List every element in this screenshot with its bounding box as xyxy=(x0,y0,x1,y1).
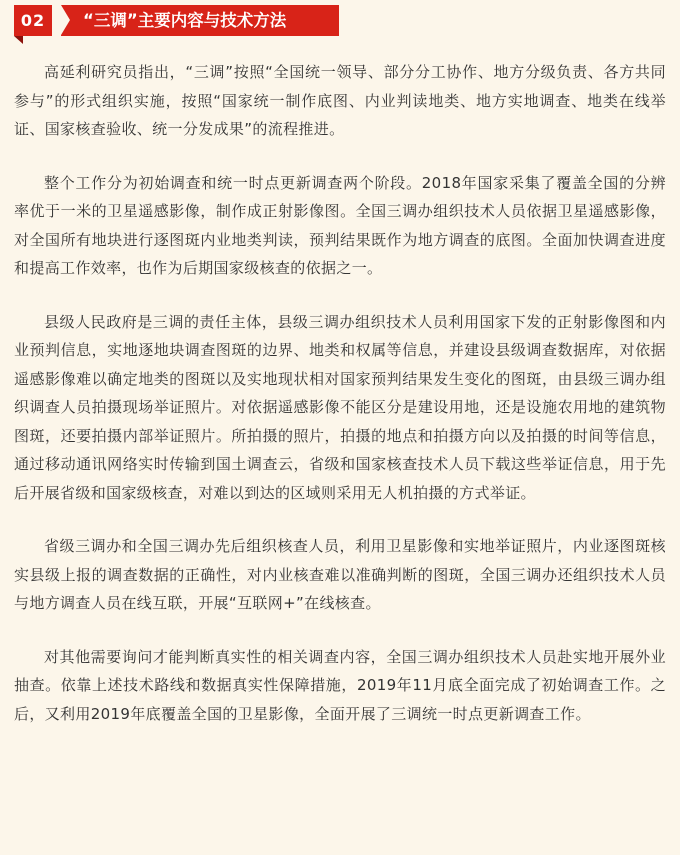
section-number-badge: 02 xyxy=(14,5,52,36)
paragraph: 省级三调办和全国三调办先后组织核查人员，利用卫星影像和实地举证照片，内业逐图斑核实县级上报的调查数据的正确性，对内业核查难以准确判断的图斑，全国三调办还组织技术人员与地方调查人员在线互联，开展“互联网+”在线核查。 xyxy=(14,537,666,612)
paragraph: 整个工作分为初始调查和统一时点更新调查两个阶段。2018年国家采集了覆盖全国的分辨率优于一米的卫星遥感影像，制作成正射影像图。全国三调办组织技术人员依据卫星遥感影像，对全国所有地块进行逐图斑内业地类判读，预判结果既作为地方调查的底图。全面加快调查进度和提高工作效率，也作为后期国家级核查的依据之一。 xyxy=(14,173,666,277)
paragraph: 对其他需要询问才能判断真实性的相关调查内容，全国三调办组织技术人员赴实地开展外业抽查。依靠上述技术路线和数据真实性保障措施，2019年11月底全面完成了初始调查工作。之后，又利用2019年底覆盖全国的卫星影像，全面开展了三调统一时点更新调查工作。 xyxy=(14,647,666,723)
article-body xyxy=(14,58,666,753)
badge-fold-decoration xyxy=(14,36,23,44)
title-notch-decoration xyxy=(61,5,70,35)
section-header xyxy=(14,5,339,43)
paragraph: 高延利研究员指出，“三调”按照“全国统一领导、部分分工协作、地方分级负责、各方共同参与”的形式组织实施，按照“国家统一制作底图、内业判读地类、地方实地调查、地类在线举证、国家核查验收、统一分发成果”的流程推进。 xyxy=(14,63,666,138)
section-title: “三调”主要内容与技术方法 xyxy=(61,5,339,36)
paragraph: 县级人民政府是三调的责任主体，县级三调办组织技术人员利用国家下发的正射影像图和内业预判信息，实地逐地块调查图斑的边界、地类和权属等信息，并建设县级调查数据库，对依据遥感影像难以确定地类的图斑以及实地现状相对国家预判结果发生变化的图斑，由县级三调办组织调查人员拍摄现场举证照片。对依据遥感影像不能区分是建设用地，还是设施农用地的建筑物图斑，还要拍摄内部举证照片。所拍摄的照片，拍摄的地点和拍摄方向以及拍摄的时间等信息，通过移动通讯网络实时传输到国土调查云，省级和国家核查技术人员下载这些举证信息，用于先后开展省级和国家级核查，对难以到达的区域则采用无人机拍摄的方式举证。 xyxy=(14,312,666,502)
